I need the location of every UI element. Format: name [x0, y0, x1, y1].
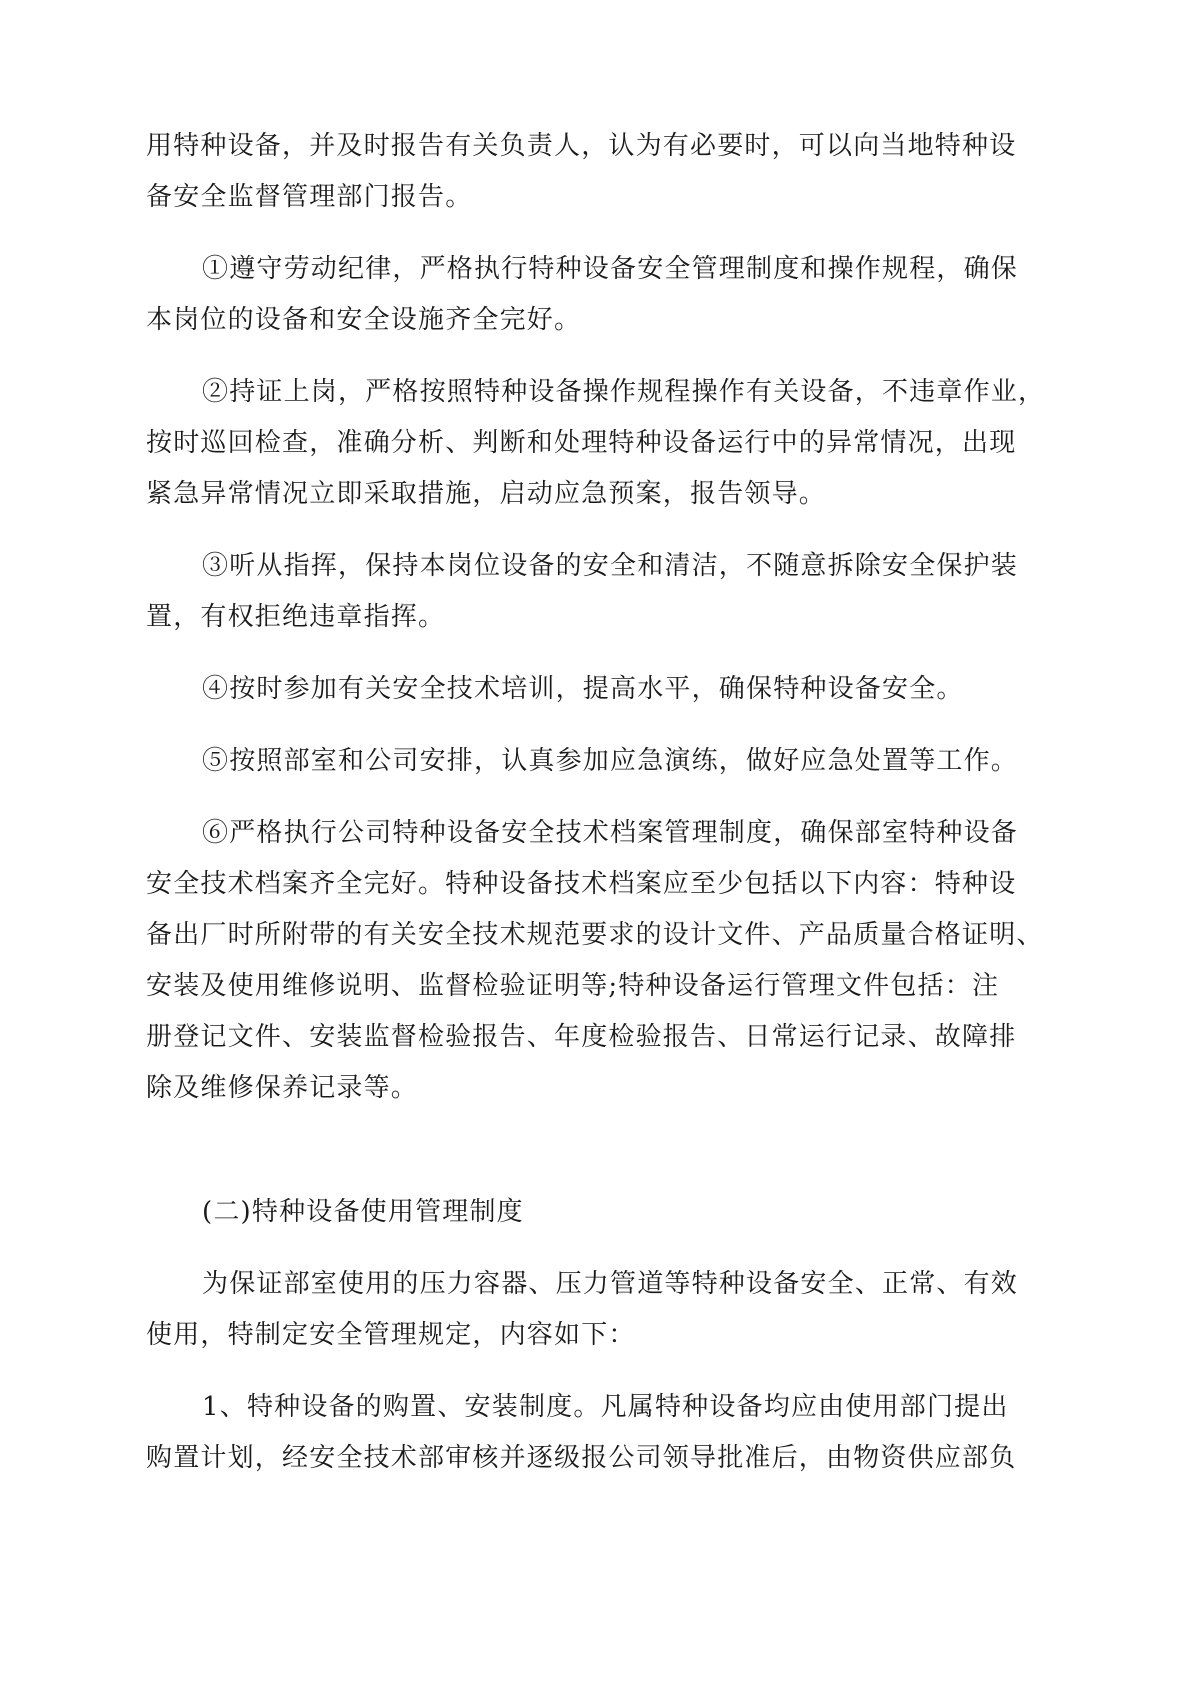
section-heading — [146, 1187, 1046, 1238]
text-line: 安装及使用维修说明、监督检验证明等;特种设备运行管理文件包括：注 — [146, 971, 1000, 1001]
text-line: 备安全监督管理部门报告。 — [146, 182, 473, 212]
text-line: 购置计划，经安全技术部审核并逐级报公司领导批准后，由物资供应部负 — [146, 1443, 1017, 1473]
paragraph-item-6 — [146, 808, 1046, 1114]
paragraph-intro — [146, 1259, 1046, 1361]
paragraph-item-5 — [146, 736, 1046, 787]
text-line: 除及维修保养记录等。 — [146, 1073, 419, 1103]
paragraph-continuation — [146, 121, 1046, 223]
paragraph-item-2 — [146, 367, 1046, 520]
text-line: 使用，特制定安全管理规定，内容如下： — [146, 1320, 636, 1350]
text-line: ②持证上岗，严格按照特种设备操作规程操作有关设备，不违章作业， — [202, 377, 1046, 407]
text-line: 按时巡回检查，准确分析、判断和处理特种设备运行中的异常情况，出现 — [146, 428, 1017, 458]
text-line: 紧急异常情况立即采取措施，启动应急预案，报告领导。 — [146, 479, 827, 509]
text-line: ①遵守劳动纪律，严格执行特种设备安全管理制度和操作规程，确保 — [202, 254, 1019, 284]
paragraph-item-4 — [146, 664, 1046, 715]
text-line: ⑥严格执行公司特种设备安全技术档案管理制度，确保部室特种设备 — [202, 818, 1019, 848]
paragraph-item-3 — [146, 541, 1046, 643]
paragraph-item-1 — [146, 244, 1046, 346]
text-line: 册登记文件、安装监督检验报告、年度检验报告、日常运行记录、故障排 — [146, 1022, 1017, 1052]
text-line: ③听从指挥，保持本岗位设备的安全和清洁，不随意拆除安全保护装 — [202, 551, 1019, 581]
text-line: (二)特种设备使用管理制度 — [202, 1197, 524, 1227]
text-line: 备出厂时所附带的有关安全技术规范要求的设计文件、产品质量合格证明、 — [146, 920, 1044, 950]
text-line: 安全技术档案齐全完好。特种设备技术档案应至少包括以下内容：特种设 — [146, 869, 1017, 899]
text-line: 用特种设备，并及时报告有关负责人，认为有必要时，可以向当地特种设 — [146, 131, 1017, 161]
text-line: 1、特种设备的购置、安装制度。凡属特种设备均应由使用部门提出 — [202, 1392, 1009, 1422]
text-line: ④按时参加有关安全技术培训，提高水平，确保特种设备安全。 — [202, 674, 964, 704]
text-line: 置，有权拒绝违章指挥。 — [146, 602, 446, 632]
text-line: ⑤按照部室和公司安排，认真参加应急演练，做好应急处置等工作。 — [202, 746, 1019, 776]
text-line: 本岗位的设备和安全设施齐全完好。 — [146, 305, 582, 335]
paragraph-rule-1 — [146, 1382, 1046, 1484]
text-line: 为保证部室使用的压力容器、压力管道等特种设备安全、正常、有效 — [202, 1269, 1019, 1299]
